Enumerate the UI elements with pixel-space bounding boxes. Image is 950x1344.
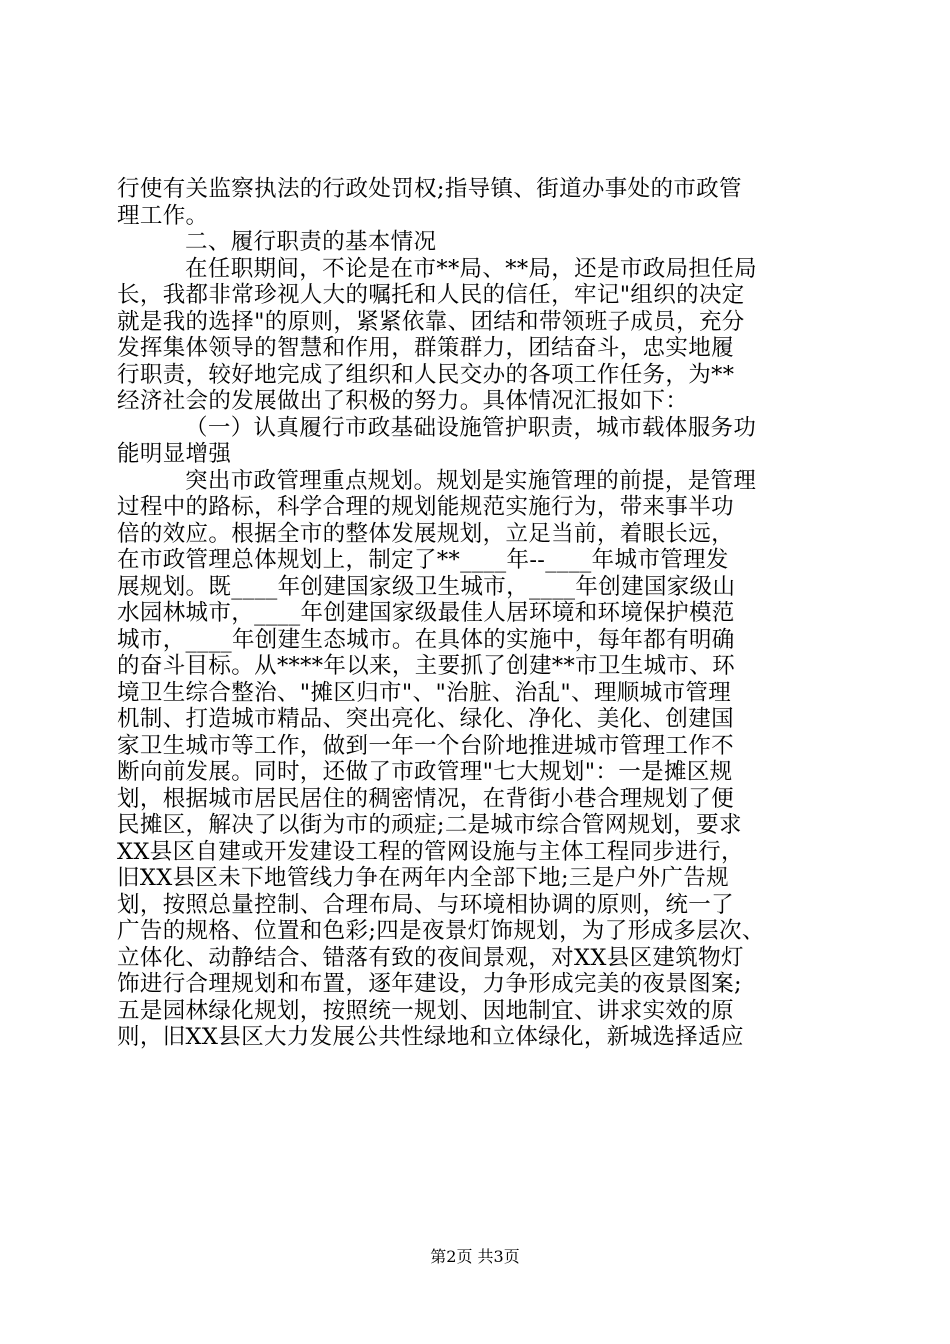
- text-line-1: 行使有关监察执法的行政处罚权;指导镇、街道办事处的市政管: [117, 176, 742, 202]
- text-line-12: 突出市政管理重点规划。规划是实施管理的前提，是管理: [185, 467, 757, 494]
- text-line-2: 理工作。: [117, 202, 209, 229]
- text-line-27: 旧XX县区未下地管线力争在两年内全部下地;三是户外广告规: [117, 865, 729, 891]
- text-line-25: 民摊区，解决了以街为市的顽症;二是城市综合管网规划，要求: [117, 812, 742, 838]
- text-line-28: 划，按照总量控制、合理布局、与环境相协调的原则，统一了: [117, 891, 734, 918]
- text-line-33: 则，旧XX县区大力发展公共性绿地和立体绿化，新城选择适应: [117, 1024, 744, 1050]
- text-line-15: 在市政管理总体规划上，制定了**____年--____年城市管理发: [117, 547, 729, 573]
- text-line-23: 断向前发展。同时，还做了市政管理"七大规划"：一是摊区规: [117, 759, 733, 785]
- subsection-heading: （一）认真履行市政基础设施管护职责，城市载体服务功: [185, 414, 757, 441]
- text-line-19: 的奋斗目标。从****年以来，主要抓了创建**市卫生城市、环: [117, 653, 736, 679]
- text-line-11: 能明显增强: [117, 441, 232, 467]
- text-line-30: 立体化、动静结合、错落有致的夜间景观，对XX县区建筑物灯: [117, 944, 744, 971]
- text-line-6: 就是我的选择"的原则，紧紧依靠、团结和带领班子成员，充分: [117, 308, 745, 335]
- text-line-9: 经济社会的发展做出了积极的努力。具体情况汇报如下：: [117, 388, 689, 414]
- document-body: [117, 176, 832, 1051]
- text-line-5: 长，我都非常珍视人大的嘱托和人民的信任，牢记"组织的决定: [117, 282, 745, 308]
- text-line-29: 广告的规格、位置和色彩;四是夜景灯饰规划，为了形成多层次、: [117, 918, 765, 944]
- text-line-31: 饰进行合理规划和布置，逐年建设，力争形成完美的夜景图案;: [117, 971, 742, 997]
- text-line-17: 水园林城市，____年创建国家级最佳人居环境和环境保护模范: [117, 600, 735, 626]
- text-line-13: 过程中的路标，科学合理的规划能规范实施行为，带来事半功: [117, 494, 734, 520]
- text-line-21: 机制、打造城市精品、突出亮化、绿化、净化、美化、创建国: [117, 706, 734, 732]
- text-line-7: 发挥集体领导的智慧和作用，群策群力，团结奋斗，忠实地履: [117, 335, 734, 361]
- page-number-footer: 第2页 共3页: [430, 1247, 520, 1266]
- text-line-20: 境卫生综合整治、"摊区归市"、"治脏、治乱"、理顺城市管理: [117, 679, 732, 706]
- section-heading: 二、履行职责的基本情况: [185, 229, 437, 255]
- text-line-14: 倍的效应。根据全市的整体发展规划，立足当前，着眼长远，: [117, 520, 734, 547]
- text-line-8: 行职责，较好地完成了组织和人民交办的各项工作任务，为**: [117, 361, 735, 388]
- text-line-32: 五是园林绿化规划，按照统一规划、因地制宜、讲求实效的原: [117, 997, 734, 1024]
- text-line-16: 展规划。既____年创建国家级卫生城市，____年创建国家级山: [117, 573, 736, 600]
- text-line-24: 划，根据城市居民居住的稠密情况，在背街小巷合理规划了便: [117, 785, 734, 812]
- text-line-22: 家卫生城市等工作，做到一年一个台阶地推进城市管理工作不: [117, 732, 734, 759]
- text-line-4: 在任职期间，不论是在市**局、**局，还是市政局担任局: [185, 255, 757, 282]
- text-line-26: XX县区自建或开发建设工程的管网设施与主体工程同步进行，: [117, 838, 744, 865]
- text-line-18: 城市，____年创建生态城市。在具体的实施中，每年都有明确: [117, 626, 735, 653]
